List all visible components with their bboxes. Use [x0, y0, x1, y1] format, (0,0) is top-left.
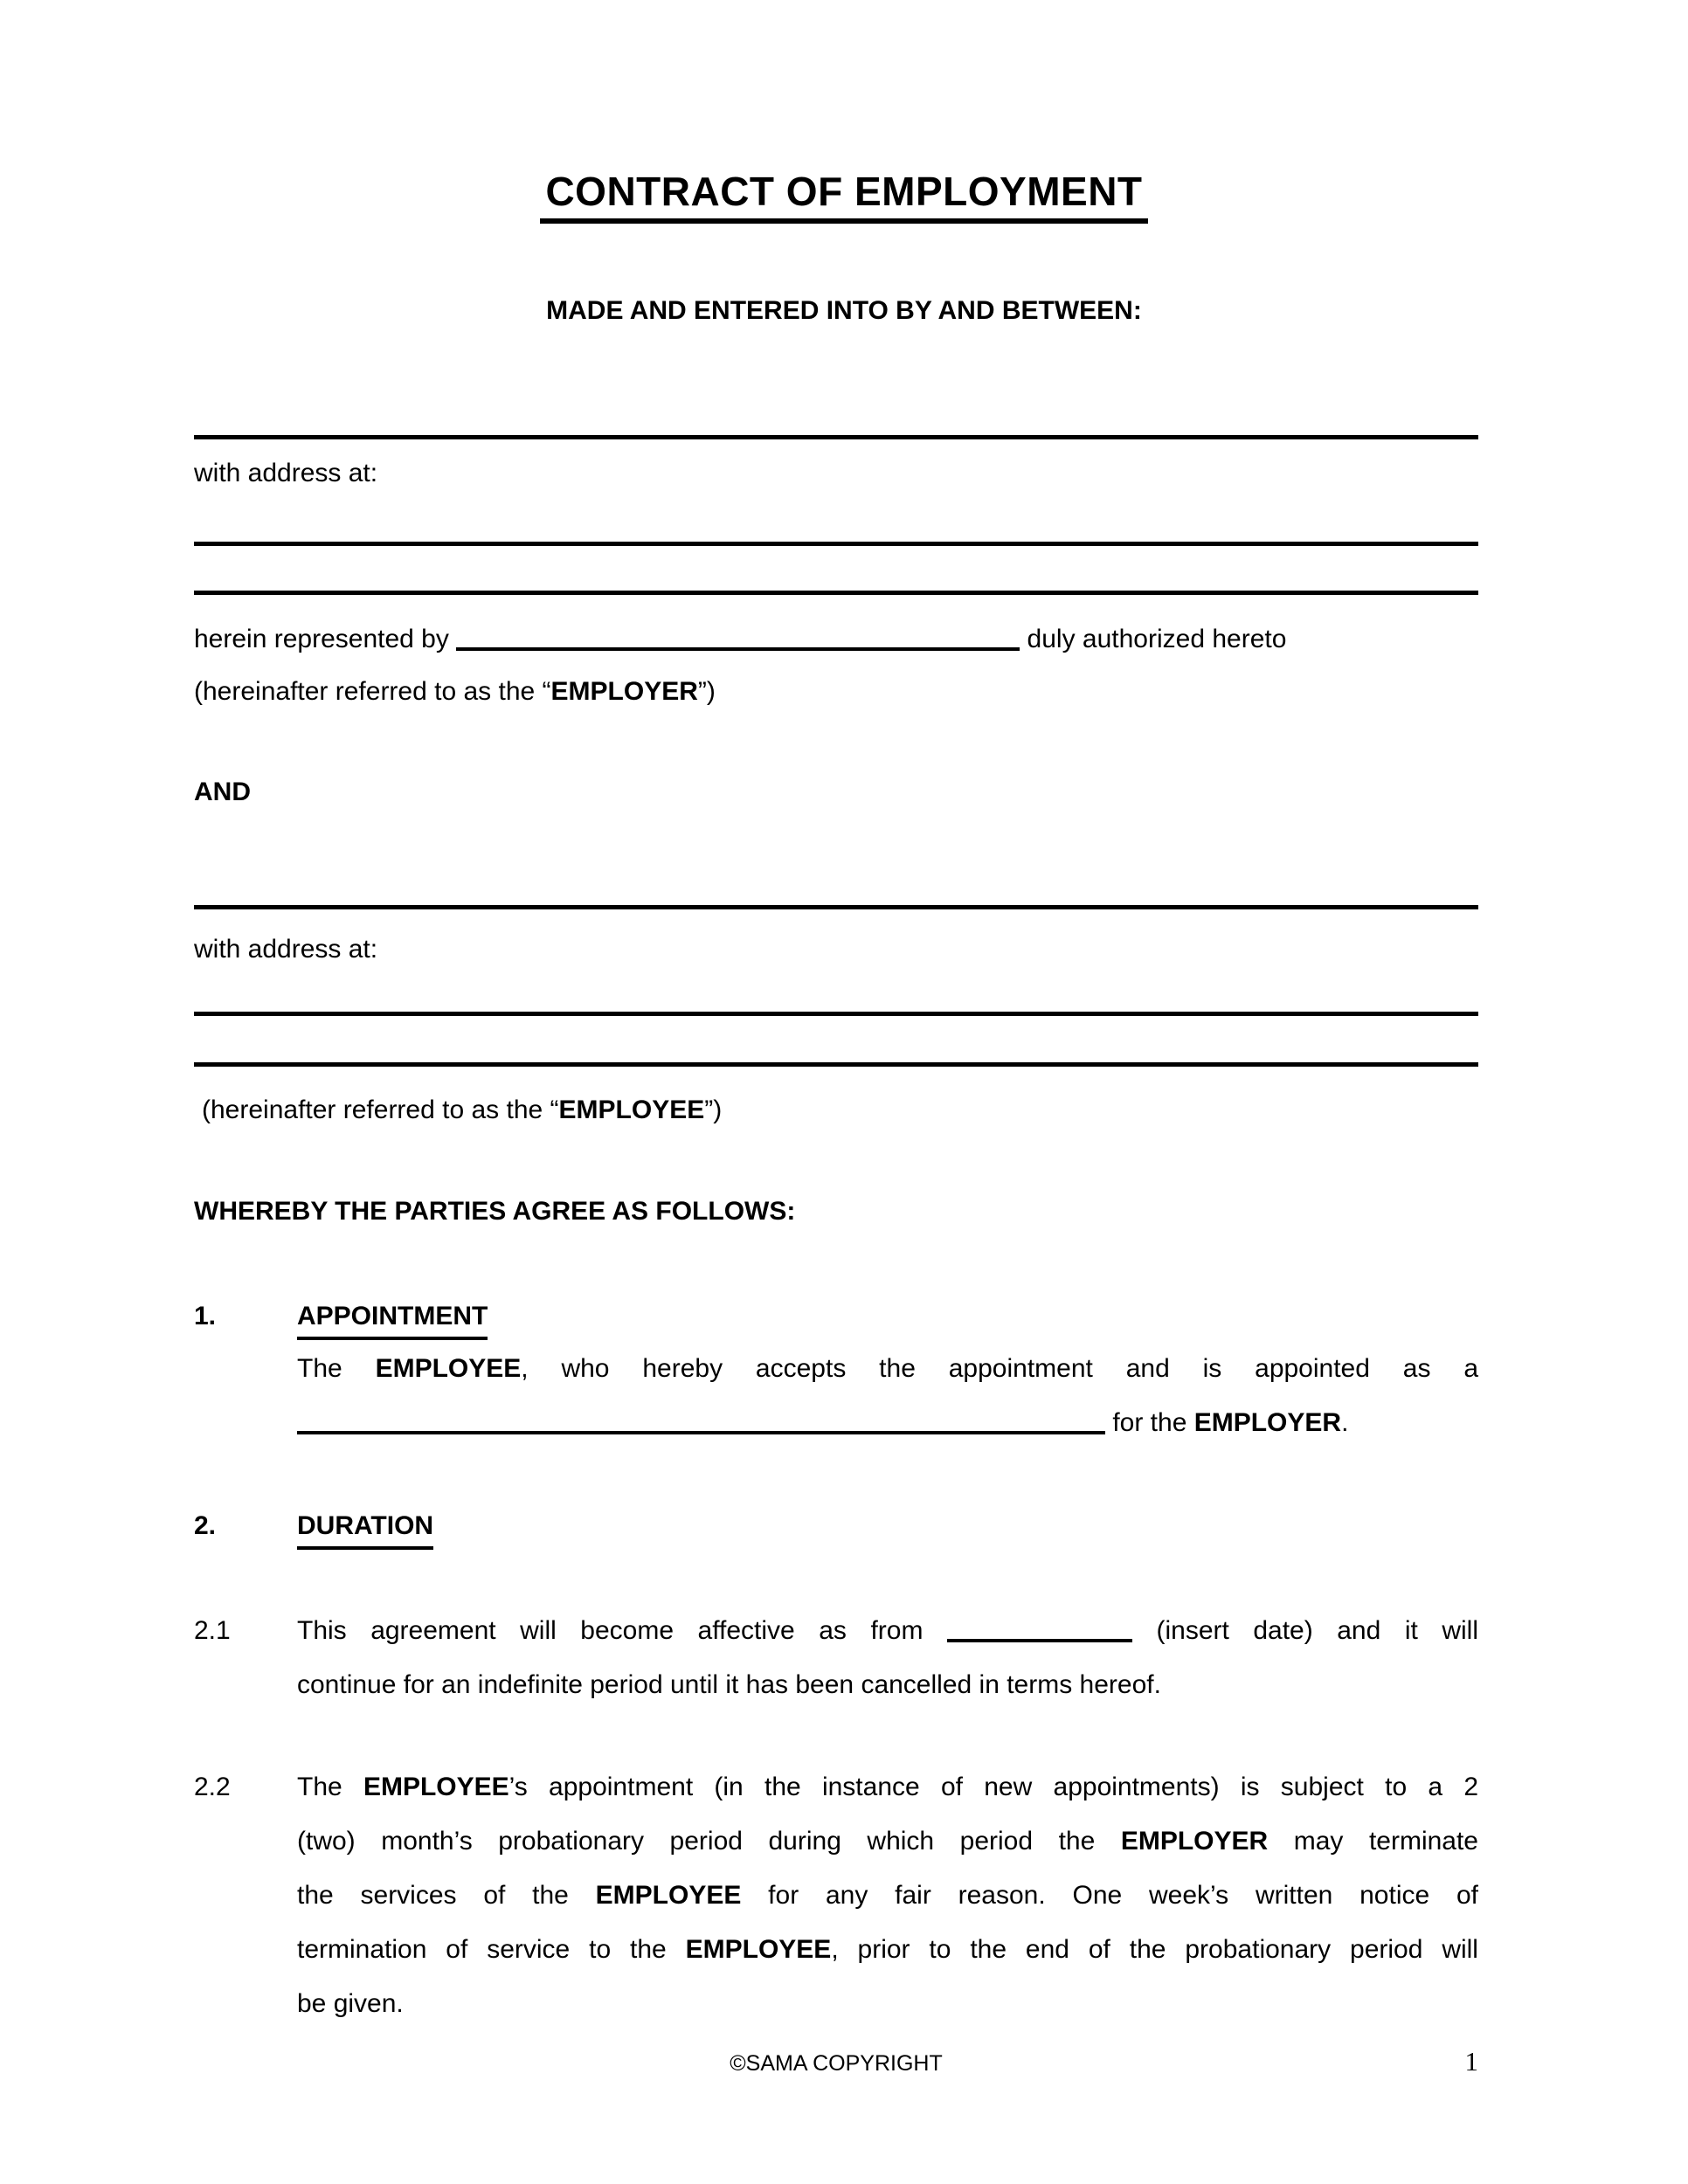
- footer-page-number: 1: [1464, 2046, 1478, 2077]
- employee-address-fill-line-1: [194, 1012, 1478, 1016]
- section-1-heading: APPOINTMENT: [297, 1299, 488, 1340]
- clause-2-2: [194, 1760, 1478, 2031]
- employer-represented-line: herein represented by duly authorized hereto: [194, 625, 1287, 653]
- employee-reference-line: (hereinafter referred to as the “EMPLOYEE”): [202, 1095, 723, 1124]
- clause-appointment: [194, 1342, 1478, 1450]
- employer-address-label: with address at:: [194, 459, 378, 487]
- text-line: The EMPLOYEE, who hereby accepts the appointment and is appointed as a: [297, 1354, 1479, 1383]
- clause-2-2-number: 2.2: [194, 1773, 231, 1801]
- agreement-lead-line: WHEREBY THE PARTIES AGREE AS FOLLOWS:: [194, 1197, 796, 1226]
- text-line: (two) month’s probationary period during which period the EMPLOYER may terminate: [297, 1827, 1478, 1856]
- text-line: for the EMPLOYER.: [297, 1396, 1478, 1450]
- section-2-number: 2.: [194, 1511, 217, 1540]
- blank-fill-field: [456, 625, 1020, 651]
- text-line: be given.: [297, 1989, 404, 2018]
- employee-name-fill-line: [194, 905, 1478, 909]
- document-title-row: [0, 169, 1688, 224]
- text-line: This agreement will become affective as from (insert date) and it will: [297, 1616, 1478, 1645]
- clause-2-1-text: [297, 1604, 1478, 1712]
- section-2-heading-row: [194, 1509, 1478, 1550]
- clause-2-1: [194, 1604, 1478, 1712]
- employer-address-fill-line-1: [194, 542, 1478, 546]
- employer-name-fill-line: [194, 435, 1478, 439]
- document-subtitle: MADE AND ENTERED INTO BY AND BETWEEN:: [546, 296, 1142, 325]
- text-line: termination of service to the EMPLOYEE, prior to the end of the probationary period will: [297, 1935, 1478, 1964]
- text-line: the services of the EMPLOYEE for any fair reason. One week’s written notice of: [297, 1881, 1478, 1910]
- section-2-heading: DURATION: [297, 1509, 433, 1550]
- footer-copyright: ©SAMA COPYRIGHT: [730, 2051, 943, 2076]
- clause-appointment-text: [297, 1342, 1478, 1450]
- blank-fill-field: [947, 1616, 1132, 1642]
- document-title: CONTRACT OF EMPLOYMENT: [540, 169, 1147, 224]
- clause-2-2-text: [297, 1760, 1478, 2031]
- clause-2-1-number: 2.1: [194, 1616, 231, 1645]
- employer-reference-line: (hereinafter referred to as the “EMPLOYER”): [194, 677, 716, 706]
- text-line: continue for an indefinite period until it has been cancelled in terms hereof.: [297, 1670, 1161, 1699]
- text-line: The EMPLOYEE’s appointment (in the instance of new appointments) is subject to a 2: [297, 1773, 1479, 1801]
- section-1-heading-row: [194, 1299, 1478, 1340]
- employee-address-label: with address at:: [194, 935, 378, 964]
- parties-conjunction: AND: [194, 778, 251, 806]
- employer-address-fill-line-2: [194, 591, 1478, 595]
- blank-fill-field: [297, 1408, 1105, 1434]
- employee-address-fill-line-2: [194, 1062, 1478, 1067]
- section-1-number: 1.: [194, 1302, 217, 1330]
